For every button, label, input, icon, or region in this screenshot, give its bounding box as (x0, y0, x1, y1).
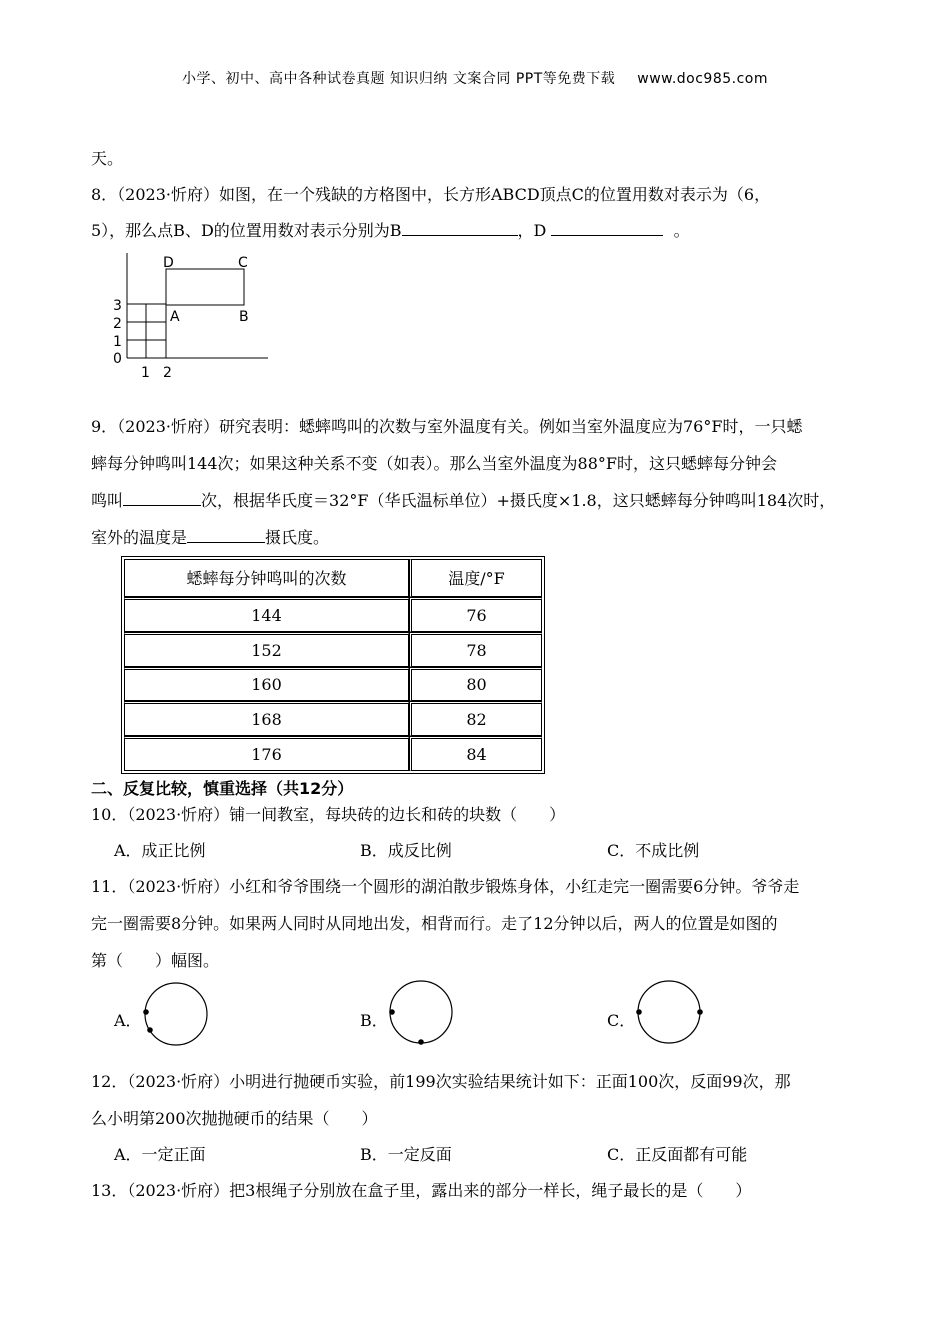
point-c-label: C (238, 255, 248, 271)
q8-line2-b: ，D (517, 221, 547, 240)
table-cell: 168 (124, 701, 409, 736)
q9-line3 (91, 488, 835, 511)
point-a-label: A (170, 309, 180, 325)
table-cell: 144 (124, 597, 409, 632)
q7-tail: 天。 (91, 149, 124, 168)
q12-option-a[interactable]: A．一定正面 (114, 1145, 206, 1164)
table-cell: 78 (409, 632, 542, 667)
y-label: 0 (113, 351, 122, 367)
q12-line2: 么小明第200次抛抛硬币的结果（ ） (91, 1109, 378, 1128)
q11-option-b[interactable]: B． (360, 1011, 388, 1030)
y-label: 1 (113, 334, 122, 350)
point-b-label: B (239, 309, 249, 325)
x-label: 1 (141, 365, 150, 381)
answer-blank-chirps[interactable] (123, 491, 201, 506)
answer-blank-b[interactable] (402, 221, 518, 236)
circle-figure-b (385, 978, 457, 1050)
q8-line2-a: 5），那么点B、D的位置用数对表示分别为B (91, 221, 402, 240)
q8-line1: 8．（2023·忻府）如图，在一个残缺的方格图中，长方形ABCD顶点C的位置用数对表示为（6， (91, 185, 771, 204)
q11-line3: 第（ ）幅图。 (91, 951, 220, 970)
q9-line2: 蟀每分钟鸣叫144次；如果这种关系不变（如表）。那么当室外温度为88°F时，这只蟋蟀每分钟会 (91, 454, 778, 473)
table-header: 温度/°F (409, 559, 542, 597)
header-text: 小学、初中、高中各种试卷真题 知识归纳 文案合同 PPT等免费下载 (181, 71, 616, 87)
table-cell: 84 (409, 736, 542, 771)
q12-line1: 12．（2023·忻府）小明进行抛硬币实验，前199次实验结果统计如下：正面100次，反面99次，那 (91, 1072, 791, 1091)
rectangle-abcd (166, 269, 244, 305)
table-row (124, 701, 542, 736)
q12-option-b[interactable]: B．一定反面 (360, 1145, 452, 1164)
q9-line4 (91, 525, 329, 548)
q10-option-b[interactable]: B．成反比例 (360, 841, 452, 860)
table-cell: 176 (124, 736, 409, 771)
position-dot (143, 1009, 149, 1015)
answer-blank-d[interactable] (551, 221, 663, 236)
q8-line2 (91, 218, 690, 241)
table-cell: 76 (409, 597, 542, 632)
table-cell: 80 (409, 667, 542, 702)
q10-option-c[interactable]: C．不成比例 (607, 841, 700, 860)
q11-line1: 11．（2023·忻府）小红和爷爷围绕一个圆形的湖泊散步锻炼身体，小红走完一圈需要6分钟。爷爷走 (91, 877, 800, 896)
cricket-table (121, 556, 545, 774)
header-url[interactable]: www.doc985.com (637, 71, 769, 87)
point-d-label: D (163, 255, 174, 271)
q9-line3-a: 鸣叫 (91, 491, 124, 510)
section-title: 二、反复比较，慎重选择（共12分） (91, 779, 354, 798)
circle-figure-a (140, 980, 212, 1052)
q11-line2: 完一圈需要8分钟。如果两人同时从同地出发，相背而行。走了12分钟以后，两人的位置是如图的 (91, 914, 778, 933)
position-dot (389, 1009, 395, 1015)
table-cell: 152 (124, 632, 409, 667)
answer-blank-celsius[interactable] (187, 528, 265, 543)
y-label: 2 (113, 316, 122, 332)
table-row (124, 667, 542, 702)
q9-line4-b: 摄氏度。 (265, 528, 330, 547)
circle-figure-c (633, 978, 705, 1050)
position-dot (147, 1027, 153, 1033)
page-header (0, 68, 950, 88)
position-dot (636, 1009, 642, 1015)
position-dot (697, 1009, 703, 1015)
table-row (124, 597, 542, 632)
table-header: 蟋蟀每分钟鸣叫的次数 (124, 559, 409, 597)
q9-line1: 9．（2023·忻府）研究表明：蟋蟀鸣叫的次数与室外温度有关。例如当室外温度应为76°F时，一只蟋 (91, 417, 803, 436)
q12-option-c[interactable]: C．正反面都有可能 (607, 1145, 748, 1164)
q11-option-a[interactable]: A． (114, 1011, 142, 1030)
table-cell: 160 (124, 667, 409, 702)
x-label: 2 (163, 365, 172, 381)
q8-line2-c: 。 (673, 221, 690, 240)
q11-option-c[interactable]: C． (607, 1011, 636, 1030)
table-row (124, 736, 542, 771)
table-row (124, 632, 542, 667)
q13-stem: 13．（2023·忻府）把3根绳子分别放在盒子里，露出来的部分一样长，绳子最长的是（ ） (91, 1181, 752, 1200)
y-label: 3 (113, 298, 122, 314)
q9-line3-b: 次，根据华氏度＝32°F（华氏温标单位）+摄氏度×1.8，这只蟋蟀每分钟鸣叫184次时， (201, 491, 836, 510)
table-cell: 82 (409, 701, 542, 736)
table-header-row (124, 559, 542, 597)
q10-stem: 10．（2023·忻府）铺一间教室，每块砖的边长和砖的块数（ ） (91, 805, 566, 824)
grid-figure (108, 250, 278, 385)
q10-option-a[interactable]: A．成正比例 (114, 841, 206, 860)
q9-line4-a: 室外的温度是 (91, 528, 188, 547)
position-dot (418, 1039, 424, 1045)
